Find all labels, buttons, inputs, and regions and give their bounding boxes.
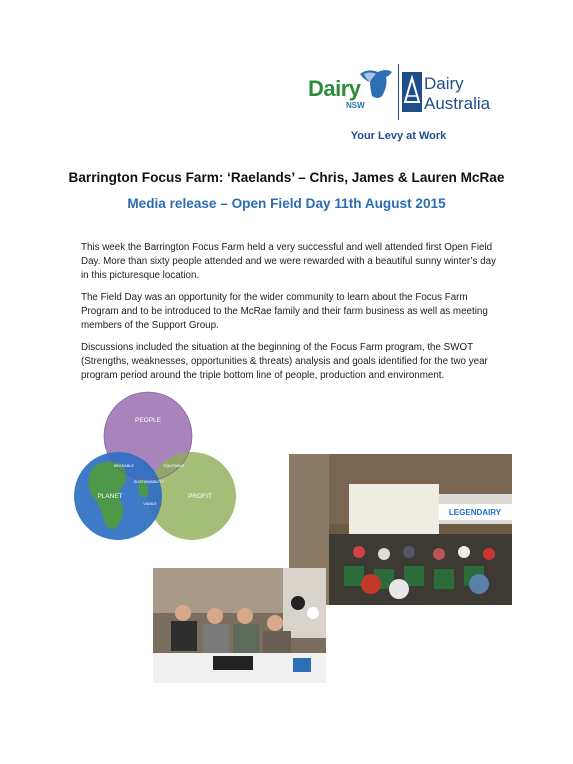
dairy-logo [306, 56, 491, 148]
sustainability-label: SUSTAINABILITY [133, 480, 165, 484]
body-paragraph-1: This week the Barrington Focus Farm held a very successful and well attended first Open Field Day. More than sixty people attended and we were rewarded with a beautiful sunny winter’s day in this picturesque location. [81, 242, 496, 282]
viable-label: VIABLE [143, 502, 157, 506]
legendairy-banner: LEGENDAIRY [448, 508, 502, 517]
body-paragraph-3: Discussions included the situation at the beginning of the Focus Farm program, the SWOT (Strengths, weaknesses, opportunities & threats) analysis and goals identified for the two year program period around the triple bottom line of people, production and environment. [81, 342, 488, 382]
body-paragraph-2: The Field Day was an opportunity for the wider community to learn about the Focus Farm Program and to be introduced to the McRae family and their farm business as well as meeting members of the Support Group. [81, 292, 488, 332]
dairy-australia-line2: Australia [424, 94, 491, 113]
equitable-label: EQUITABLE [163, 464, 185, 468]
triple-bottom-line-venn [70, 388, 260, 548]
cow-head-icon [356, 66, 396, 102]
dairy-australia-line1: Dairy [424, 74, 464, 93]
planet-label: PLANET [97, 493, 123, 500]
logo-divider [398, 64, 399, 120]
bearable-label: BEARABLE [113, 464, 135, 468]
dairy-nsw-wordmark: Dairy [308, 76, 361, 101]
profit-label: PROFIT [188, 493, 212, 500]
people-label: PEOPLE [134, 417, 162, 424]
levy-tagline: Your Levy at Work [350, 130, 447, 142]
media-release-subtitle: Media release – Open Field Day 11th August 2015 [127, 196, 446, 211]
page-title: Barrington Focus Farm: ‘Raelands’ – Chris, James & Lauren McRae [68, 170, 505, 185]
nsw-label: NSW [346, 101, 365, 110]
dairy-australia-wordmark [424, 74, 490, 114]
panel-discussion-photo [153, 568, 326, 683]
dairy-australia-mark-icon [402, 72, 422, 112]
